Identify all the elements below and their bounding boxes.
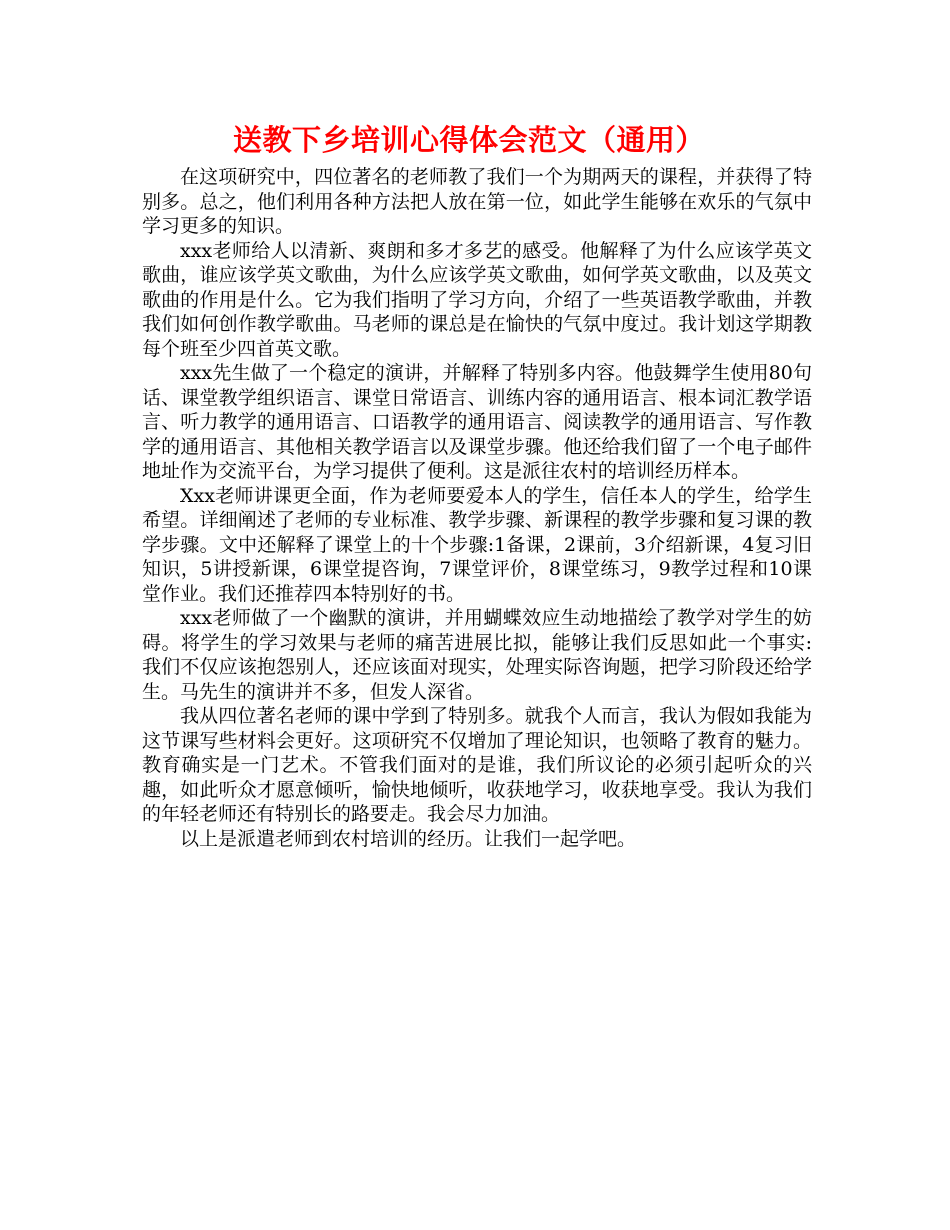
document-title: 送教下乡培训心得体会范文（通用） — [232, 123, 705, 157]
paragraph: 在这项研究中，四位著名的老师教了我们一个为期两天的课程，并获得了特别多。总之，他们利用各种方法把人放在第一位，如此学生能够在欢乐的气氛中学习更多的知识。 — [142, 166, 812, 237]
document-body — [142, 165, 812, 851]
paragraph: Xxx老师讲课更全面，作为老师要爱本人的学生，信任本人的学生，给学生希望。详细阐述了老师的专业标准、教学步骤、新课程的教学步骤和复习课的教学步骤。文中还解释了课堂上的十个步骤:1备课，2课前，3介绍新课，4复习旧知识，5讲授新课，6课堂提咨询，7课堂评价，8课堂练习，9教学过程和10课堂作业。我们还推荐四本特别好的书。 — [142, 484, 812, 605]
paragraph: 我从四位著名老师的课中学到了特别多。就我个人而言，我认为假如我能为这节课写些材料会更好。这项研究不仅增加了理论知识，也领略了教育的魅力。教育确实是一门艺术。不管我们面对的是谁，我们所议论的必须引起听众的兴趣，如此听众才愿意倾听，愉快地倾听，收获地学习，收获地享受。我认为我们的年轻老师还有特别长的路要走。我会尽力加油。 — [142, 705, 812, 825]
paragraph: xxx先生做了一个稳定的演讲，并解释了特别多内容。他鼓舞学生使用80句话、课堂教学组织语言、课堂日常语言、训练内容的通用语言、根本词汇教学语言、听力教学的通用语言、口语教学的通用语言、阅读教学的通用语言、写作教学的通用语言、其他相关教学语言以及课堂步骤。他还给我们留了一个电子邮件地址作为交流平台，为学习提供了便利。这是派往农村的培训经历样本。 — [142, 362, 812, 482]
paragraph: xxx老师做了一个幽默的演讲，并用蝴蝶效应生动地描绘了教学对学生的妨碍。将学生的学习效果与老师的痛苦进展比拟，能够让我们反思如此一个事实:我们不仅应该抱怨别人，还应该面对现实，处理实际咨询题，把学习阶段还给学生。马先生的演讲并不多，但发人深省。 — [142, 607, 812, 703]
paragraph: 以上是派遣老师到农村培训的经历。让我们一起学吧。 — [180, 827, 637, 850]
paragraph: xxx老师给人以清新、爽朗和多才多艺的感受。他解释了为什么应该学英文歌曲，谁应该学英文歌曲，为什么应该学英文歌曲，如何学英文歌曲，以及英文歌曲的作用是什么。它为我们指明了学习方向，介绍了一些英语教学歌曲，并教我们如何创作教学歌曲。马老师的课总是在愉快的气氛中度过。我计划这学期教每个班至少四首英文歌。 — [142, 239, 812, 360]
